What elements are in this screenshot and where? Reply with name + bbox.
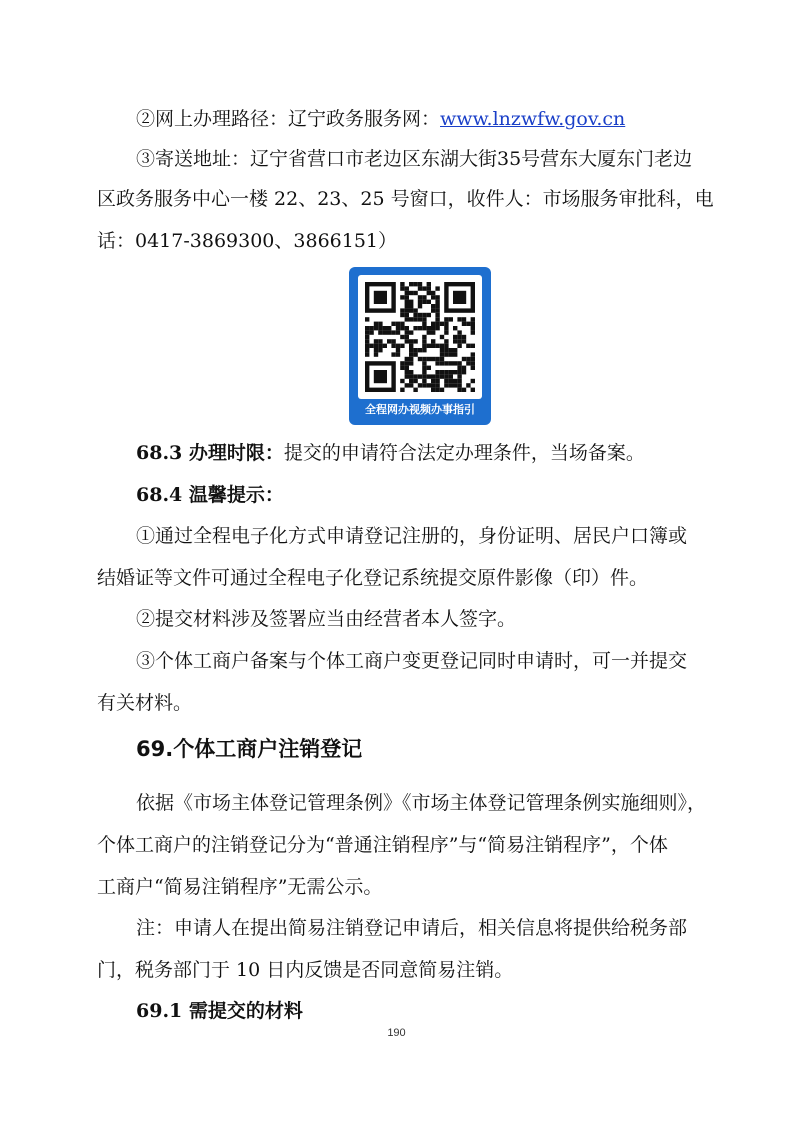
portal-link[interactable]: www.lnzwfw.gov.cn [440, 108, 626, 130]
processing-time-line [136, 440, 645, 466]
qr-code-card[interactable] [349, 267, 491, 425]
page-number: 190 [387, 1027, 406, 1039]
online-path-line [136, 106, 625, 132]
tip-1-line-2: 结婚证等文件可通过全程电子化登记系统提交原件影像（印）件。 [97, 567, 649, 589]
tip-3-line-2: 有关材料。 [97, 692, 193, 714]
tip-3-line-1: ③个体工商户备案与个体工商户变更登记同时申请时，可一并提交 [136, 650, 688, 672]
tips-heading: 68.4 温馨提示： [136, 484, 284, 506]
qr-caption: 全程网办视频办事指引 [365, 403, 475, 416]
online-path-label: ②网上办理路径：辽宁政务服务网： [136, 108, 441, 130]
section-69-para-1-line-1: 依据《市场主体登记管理条例》《市场主体登记管理条例实施细则》， [136, 792, 707, 814]
mailing-address-line-1: ③寄送地址：辽宁省营口市老边区东湖大街35号营东大厦东门老边 [136, 148, 693, 170]
section-69-para-1-line-2: 个体工商户的注销登记分为“普通注销程序”与“简易注销程序”，个体 [97, 834, 668, 856]
section-69-note-line-1: 注：申请人在提出简易注销登记申请后，相关信息将提供给税务部 [136, 917, 688, 939]
mailing-address-line-3: 话：0417-3869300、3866151） [97, 230, 398, 252]
processing-time-text: 提交的申请符合法定办理条件，当场备案。 [283, 442, 645, 464]
tip-1-line-1: ①通过全程电子化方式申请登记注册的，身份证明、居民户口簿或 [136, 525, 688, 547]
tip-2: ②提交材料涉及签署应当由经营者本人签字。 [136, 608, 517, 630]
section-69-para-1-line-3: 工商户“简易注销程序”无需公示。 [97, 876, 383, 898]
processing-time-label: 68.3 办理时限： [136, 442, 284, 464]
section-69-1-heading: 69.1 需提交的材料 [136, 1000, 303, 1022]
section-69-note-line-2: 门，税务部门于 10 日内反馈是否同意简易注销。 [97, 959, 514, 981]
section-69-heading: 69.个体工商户注销登记 [136, 737, 363, 761]
qr-code-icon [358, 275, 482, 399]
mailing-address-line-2: 区政务服务中心一楼 22、23、25 号窗口，收件人：市场服务审批科，电 [97, 188, 714, 210]
